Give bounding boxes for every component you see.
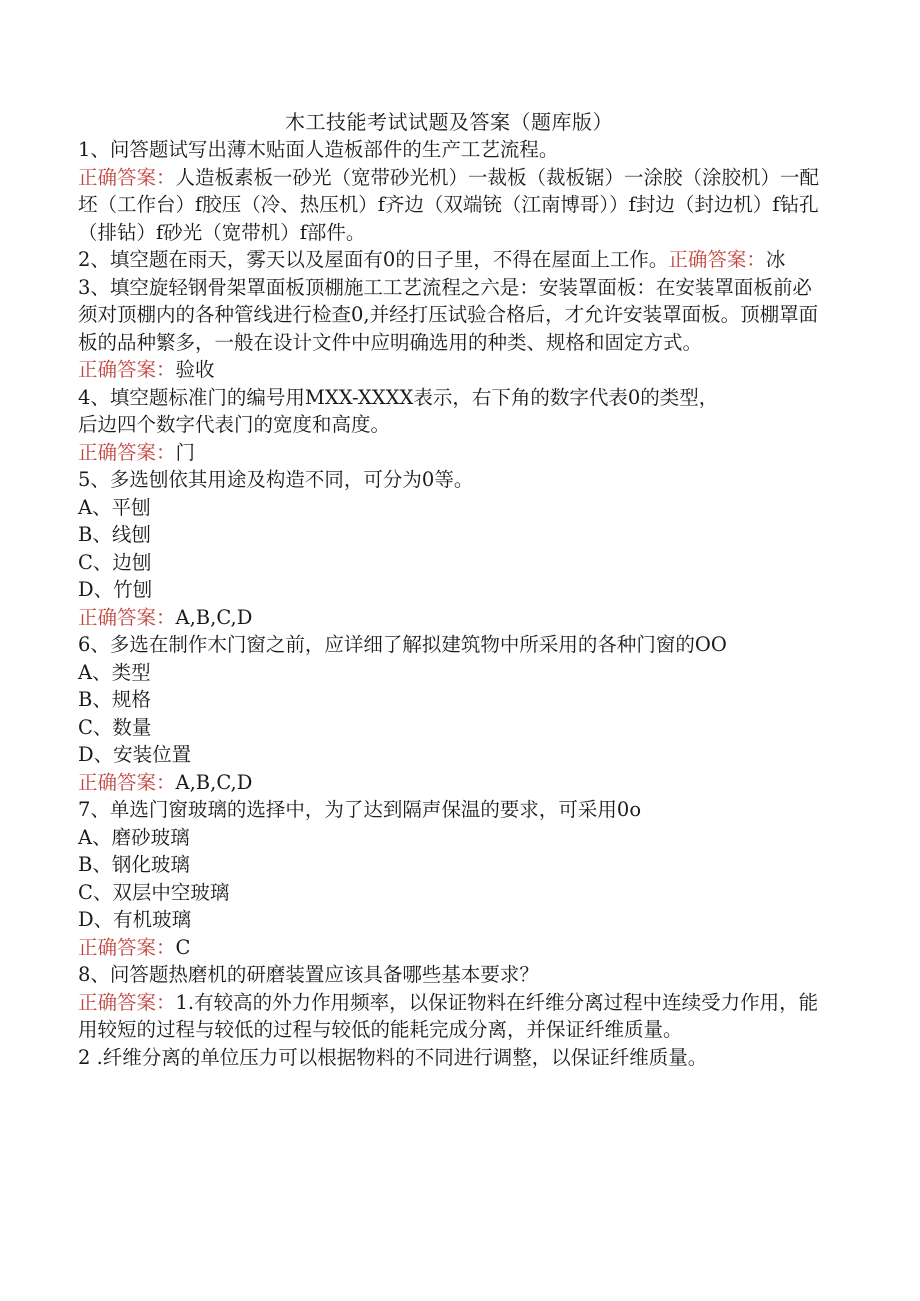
answer-7: [78, 934, 820, 962]
question-7: 7、单选门窗玻璃的选择中，为了达到隔声保温的要求，可采用0o: [78, 798, 642, 821]
answer-8: [78, 989, 820, 1044]
answer-text: 门: [175, 440, 196, 464]
question-2: [78, 246, 820, 274]
option: B、钢化玻璃: [78, 853, 190, 876]
answer-label-cont: 案：: [726, 248, 766, 271]
answer-5: [78, 604, 820, 632]
answer-label: 正确答案：: [78, 770, 176, 794]
answer-text: 冰: [765, 248, 786, 271]
question-8: 8、问答题热磨机的研磨装置应该具备哪些基本要求？: [78, 963, 539, 986]
option: C、数量: [78, 715, 152, 739]
answer-text: 1.有较高的外力作用频率，以保证物料在纤维分离过程中连续受力作用，能用较短的过程与较低的过程与较低的能耗完成分离，并保证纤维质量。: [78, 990, 819, 1041]
answer-label: 正确答案：: [78, 440, 176, 464]
answer-text: 人造板素板一砂光（宽带砂光机）一裁板（裁板锯）一涂胶（涂胶机）一配坯（工作台）f胶压（冷、热压机）f齐边（双端铳（江南博哥））f封边（封边机）f钻孔（排钻）f砂光（宽带机）f部件。: [78, 165, 820, 244]
option: B、线刨: [78, 523, 151, 546]
answer-6: [78, 769, 820, 797]
question-4-line-2: 后边四个数字代表门的宽度和高度。: [78, 413, 391, 436]
answer-3: [78, 356, 820, 384]
option: C、双层中空玻璃: [78, 880, 230, 904]
answer-label: 正确答案：: [78, 165, 176, 189]
question-text: 2、填空题在雨天，雾天以及屋面有0的日子里，不得在屋面上工作。: [78, 248, 669, 271]
question-5: 5、多选刨依其用途及构造不同，可分为0等。: [78, 468, 474, 491]
answer-text: C: [175, 935, 191, 959]
answer-label: 正确答案：: [78, 935, 176, 959]
option: D、竹刨: [78, 578, 153, 601]
answer-text: A,B,C,D: [175, 770, 253, 794]
answer-label: 正确答: [668, 248, 727, 271]
option: A、平刨: [78, 495, 151, 519]
answer-label: 正确答案：: [78, 605, 176, 629]
document-title: 木工技能考试试题及答案（题库版）: [285, 110, 613, 134]
option: A、磨砂玻璃: [78, 825, 190, 849]
option: D、安装位置: [78, 743, 192, 766]
option: B、规格: [78, 688, 151, 711]
answer-8-point-2: 2 .纤维分离的单位压力可以根据物料的不同进行调整，以保证纤维质量。: [78, 1045, 708, 1069]
answer-text: A,B,C,D: [175, 605, 253, 629]
document-page: [78, 108, 820, 1071]
answer-text: 验收: [175, 358, 215, 381]
answer-label: 正确答案：: [78, 990, 176, 1014]
question-6: 6、多选在制作木门窗之前，应详细了解拟建筑物中所采用的各种门窗的OO: [78, 633, 727, 656]
option: A、类型: [78, 660, 151, 684]
option: D、有机玻璃: [78, 908, 192, 931]
answer-4: [78, 439, 820, 467]
option: C、边刨: [78, 550, 152, 574]
question-4-line-1: 4、填空题标准门的编号用MXX-XXXX表示，右下角的数字代表0的类型，: [78, 385, 719, 409]
answer-1: [78, 164, 820, 247]
answer-label: 正确答案：: [78, 358, 176, 381]
question-3: 3、填空旋轻钢骨架罩面板顶棚施工工艺流程之六是：安装罩面板：在安装罩面板前必须对顶棚内的各种管线进行检查0,并经打压试验合格后，才允许安装罩面板。顶棚罩面板的品种繁多，一般在设计文件中应明确选用的种类、规格和固定方式。: [78, 275, 819, 354]
question-1: 1、问答题试写出薄木贴面人造板部件的生产工艺流程。: [78, 138, 559, 161]
